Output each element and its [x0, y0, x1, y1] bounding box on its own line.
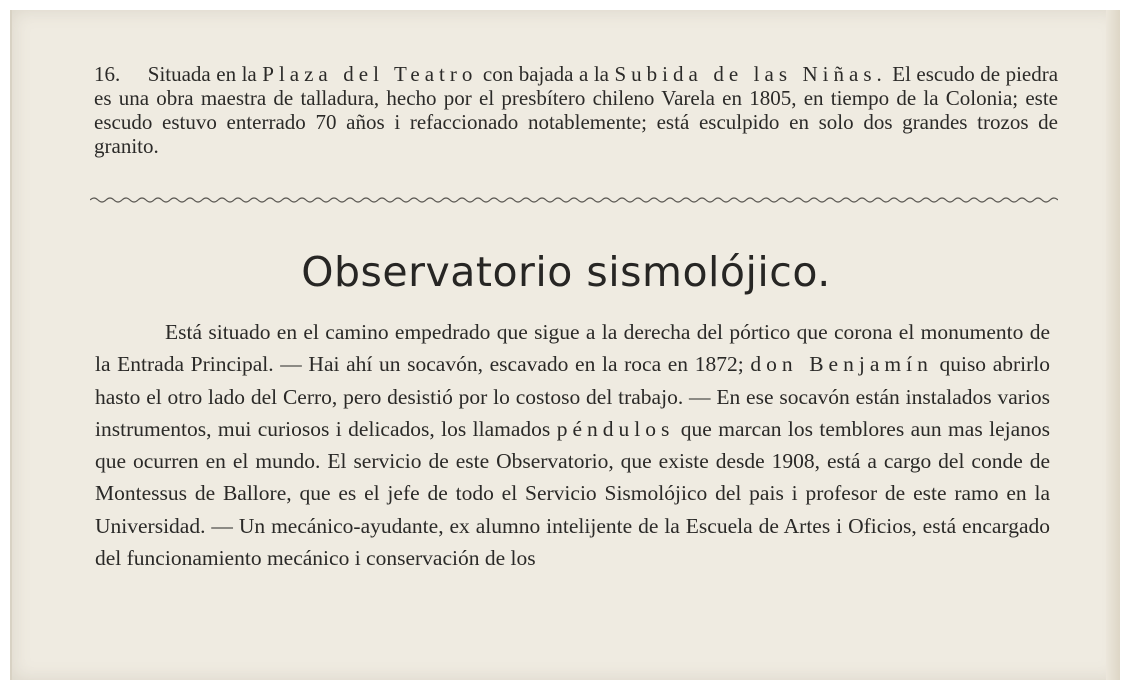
body-paragraph: [95, 316, 1050, 574]
body-name-don-benjamin: don Benjamín: [750, 352, 933, 377]
book-page: [10, 10, 1120, 680]
body-part-2: quiso abrirlo hasto el otro lado del Cerro, pero desistió por lo costoso del trabajo. — En ese socavón están instalados varios instrumentos, mui curiosos i delicados, los llamados: [95, 352, 1051, 441]
caption-plaza-name: Plaza del Teatro: [262, 62, 478, 86]
caption-paragraph: [94, 62, 1058, 158]
caption-text-before: Situada en la: [147, 62, 257, 86]
section-title: Observatorio sismolójico.: [301, 248, 831, 296]
caption-text-after: El escudo de piedra es una obra maestra de talladura, hecho por el presbítero chileno Varela en 1805, en tiempo de la Colonia; este escudo estuvo enterrado 70 años i refaccionado notablemente; está esculpido en solo dos grandes trozos de granito.: [94, 62, 1059, 158]
body-pendulos: péndulos: [556, 416, 675, 441]
page-edge: [1106, 10, 1120, 680]
caption-number: 16.: [94, 62, 121, 86]
body-part-1: Está situado en el camino empedrado que sigue a la derecha del pórtico que corona el monumento de la Entrada Principal. — Hai ahí un socavón, escavado en la roca en 1872;: [95, 320, 1050, 377]
caption-text-mid: con bajada a la: [482, 62, 609, 86]
wavy-divider: [90, 196, 1058, 204]
body-part-3: que marcan los temblores aun mas lejanos que ocurren en el mundo. El servicio de este Observatorio, que existe desde 1908, está a cargo del conde de Montessus de Ballore, que es el jefe de todo el Servicio Sismolójico del pais i profesor de este ramo en la Universidad. — Un mecánico-ayudante, ex alumno intelijente de la Escuela de Artes i Oficios, está encargado del funcionamiento mecánico i conservación de los: [95, 416, 1051, 571]
caption-subida-name: Subida de las Niñas.: [614, 62, 887, 86]
